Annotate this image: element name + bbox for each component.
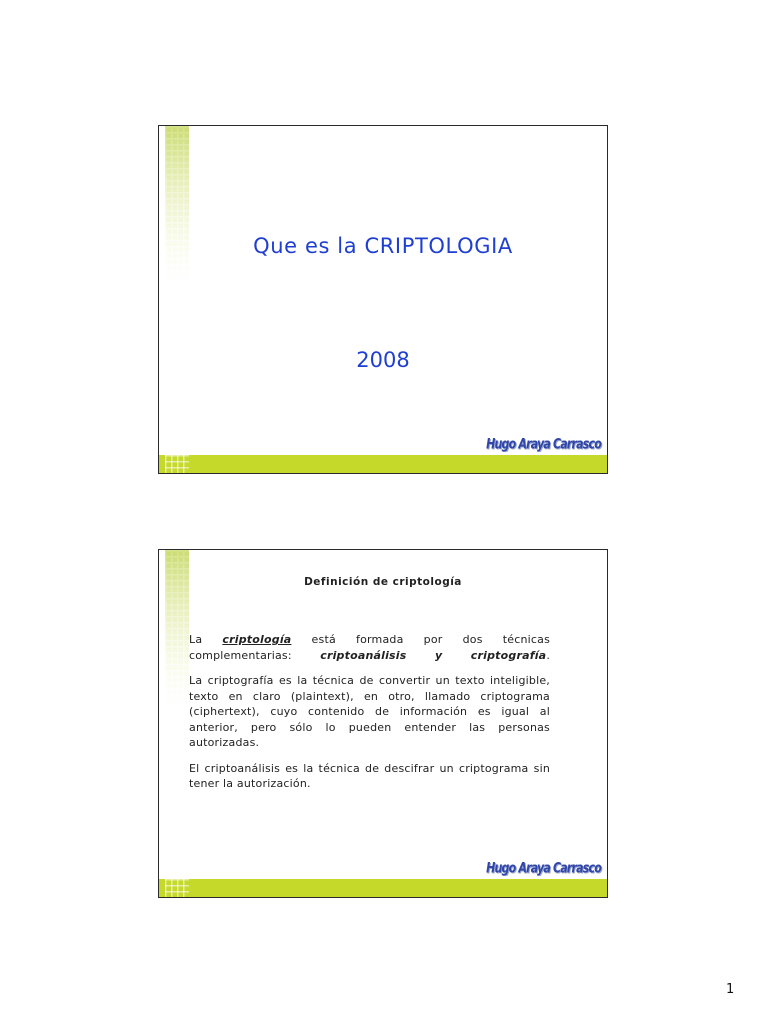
slide-title: Que es la CRIPTOLOGIA	[253, 234, 513, 258]
term-criptologia: criptología	[222, 633, 292, 646]
decorative-grid-strip	[165, 126, 189, 286]
intro-paragraph	[189, 632, 550, 663]
intro-end: .	[546, 648, 551, 662]
slide-1	[158, 125, 608, 474]
slide-year: 2008	[356, 348, 410, 372]
slide-footer-bar	[159, 455, 607, 473]
term-criptoanalisis: criptoanálisis	[320, 648, 407, 662]
slide-body	[189, 632, 550, 802]
criptoanalisis-paragraph: El criptoanálisis es la técnica de descifrar un criptograma sin tener la autorización.	[189, 761, 550, 790]
author-signature: Hugo Araya Carrasco	[486, 435, 601, 452]
slide-2	[158, 549, 608, 898]
page-number: 1	[726, 982, 735, 997]
term-criptografia: criptografía	[470, 648, 547, 662]
slide-title: Definición de criptología	[304, 576, 462, 588]
intro-text: La	[189, 633, 203, 646]
decorative-grid-strip	[165, 550, 189, 710]
criptografia-paragraph: La criptografía es la técnica de convertir un texto inteligible, texto en claro (plaintext), en otro, llamado criptograma (ciphertext), cuyo contenido de información es igual al anterior, pero sólo lo pueden entender las personas autorizadas.	[189, 674, 550, 749]
slide-footer-bar	[159, 879, 607, 897]
author-signature: Hugo Araya Carrasco	[486, 859, 601, 876]
term-and: y	[434, 648, 443, 662]
intro-text: está formada por dos técnicas complementarias:	[189, 633, 551, 662]
